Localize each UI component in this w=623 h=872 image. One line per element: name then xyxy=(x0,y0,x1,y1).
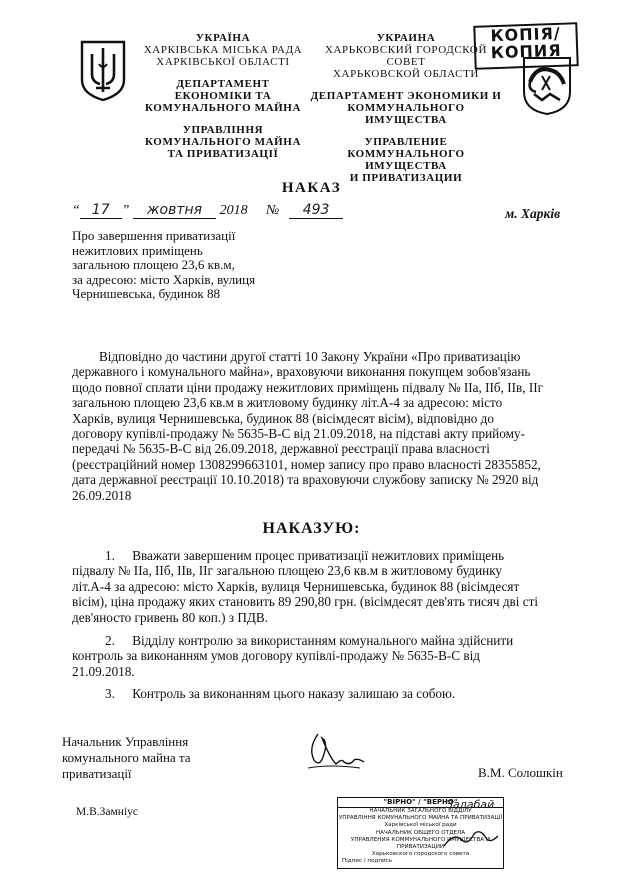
stamp-signature xyxy=(440,826,500,852)
item-line: Контроль за виконанням цього наказу залишаю за собою. xyxy=(132,686,456,701)
preamble-line: 26.09.2018 xyxy=(72,487,132,503)
executor-name: М.В.Замніус xyxy=(76,806,138,818)
preamble-line: державного і комунального майна», враховуючи виконання покупцем зобов'язань xyxy=(72,364,531,380)
order-number: 493 xyxy=(289,202,344,219)
preamble-continued xyxy=(72,364,578,503)
order-item-3 xyxy=(105,686,578,701)
date-month: жовтня xyxy=(133,202,216,219)
preamble-line: договору купівлі-продажу № 5635-В-С від 21.09.2018, на підставі акту прийому- xyxy=(72,426,525,442)
header-left-dept-3: КОМУНАЛЬНОГО МАЙНА xyxy=(144,102,301,114)
item-number: 3. xyxy=(105,686,115,701)
preamble-line: Відповідно до частини другої статті 10 Закону України «Про приватизацію xyxy=(99,349,521,364)
verified-stamp-line: УПРАВЛІННЯ КОМУНАЛЬНОГО МАЙНА ТА ПРИВАТИЗАЦІЇ xyxy=(338,815,503,822)
header-right-dept-1: ДЕПАРТАМЕНТ ЭКОНОМИКИ И xyxy=(310,90,502,102)
order-item-1-continued xyxy=(72,563,578,625)
order-item-1 xyxy=(105,548,578,563)
header-left-mgmt-1: УПРАВЛІННЯ xyxy=(182,124,264,136)
preamble xyxy=(97,349,578,364)
city-emblem-icon xyxy=(520,56,574,116)
item-line: літ.А-4 за адресою: місто Харків, вулиця Чернишевська, будинок 88 (вісімдесят xyxy=(72,578,520,594)
preamble-line: дата державної реєстрації 10.10.2018) та враховуючи службову записку № 2920 від xyxy=(72,472,539,488)
item-number: 1. xyxy=(105,548,115,563)
header-left-dept-2: ЕКОНОМІКИ ТА xyxy=(174,90,272,102)
subject-line: загальною площею 23,6 кв.м, xyxy=(72,257,235,273)
copy-stamp-line-1: КОПІЯ/ xyxy=(490,23,562,46)
header-right-region: ХАРЬКОВСКОЙ ОБЛАСТИ xyxy=(333,68,479,80)
date-year: 2018 xyxy=(219,203,248,218)
subject-line: за адресою: місто Харків, вулиця xyxy=(72,271,256,287)
order-item-2-continued xyxy=(72,648,578,679)
item-line: дев'яносто гривень 80 коп.) з ПДВ. xyxy=(72,609,268,625)
verified-stamp-line: Підпис / подпись xyxy=(342,858,393,865)
item-line: вісім), ціна продажу яких становить 89 290,80 грн. (вісімдесят дев'ять тисяч дві сті xyxy=(72,594,539,610)
handwritten-signature xyxy=(300,728,370,776)
signatory-title xyxy=(62,734,262,782)
header-right-council-2: СОВЕТ xyxy=(386,56,426,68)
header-left-mgmt-2: КОМУНАЛЬНОГО МАЙНА xyxy=(144,136,301,148)
verified-stamp-handwriting: Залабай xyxy=(446,798,495,811)
item-line: підвалу № IIа, IIб, IIв, IIг загальною площею 23,6 кв.м в житловому будинку xyxy=(72,563,503,579)
number-label: № xyxy=(266,203,280,218)
coat-of-arms-icon xyxy=(78,40,128,102)
subject-line: Чернишевська, будинок 88 xyxy=(72,286,220,302)
subject-line: нежитлових приміщень xyxy=(72,242,203,258)
item-line: 21.09.2018. xyxy=(72,663,135,679)
header-left-dept-1: ДЕПАРТАМЕНТ xyxy=(176,78,270,90)
verified-stamp-line: НАЧАЛЬНИК ОБЩЕГО ОТДЕЛА xyxy=(375,829,466,836)
header-right-council: ХАРЬКОВСКИЙ ГОРОДСКОЙ xyxy=(324,44,488,56)
header-right-dept-2: КОММУНАЛЬНОГО ИМУЩЕСТВА xyxy=(347,102,465,126)
signatory-title-line: комунального майна та xyxy=(62,750,191,765)
header-right-mgmt-1: УПРАВЛЕНИЕ xyxy=(364,136,448,148)
subject-block xyxy=(72,229,292,302)
item-number: 2. xyxy=(105,633,115,648)
header-left-council: ХАРКІВСЬКА МІСЬКА РАДА xyxy=(143,44,303,56)
item-line: контроль за виконанням умов договору купівлі-продажу № 5635-В-С від xyxy=(72,648,481,664)
header-right-mgmt-3: И ПРИВАТИЗАЦИИ xyxy=(349,172,463,184)
header-left xyxy=(130,32,316,160)
preamble-line: загальною площею 23,6 кв.м в житловому будинку літ.А-4 за адресою: місто xyxy=(72,395,503,411)
header-left-country: УКРАЇНА xyxy=(195,32,251,44)
item-line: Вважати завершеним процес приватизації нежитлових приміщень xyxy=(132,548,505,563)
city-label: м. Харків xyxy=(505,206,561,221)
header-right-mgmt-2: КОММУНАЛЬНОГО ИМУЩЕСТВА xyxy=(347,148,465,172)
header-right-country: УКРАИНА xyxy=(376,32,436,44)
order-item-2 xyxy=(105,633,578,648)
verified-stamp-line: УПРАВЛЕНИЯ КОММУНАЛЬНОГО ИМУЩЕСТВА И ПРИВАТИЗАЦИИ xyxy=(350,836,491,851)
date-day: 17 xyxy=(80,202,122,219)
preamble-line: Харків, вулиця Чернишевська, будинок 88 (вісімдесят вісім), відповідно до xyxy=(72,410,494,426)
signatory-name: В.М. Солошкін xyxy=(478,765,563,780)
subject-line: Про завершення приватизації xyxy=(72,228,236,243)
document-title: НАКАЗ xyxy=(281,180,342,196)
verified-stamp-line: НАЧАЛЬНИК ЗАГАЛЬНОГО ВІДДІЛУ xyxy=(369,808,472,814)
verified-stamp-line: Харківської міської ради xyxy=(384,822,457,829)
item-line: Відділу контролю за використанням комунального майна здійснити xyxy=(132,633,514,648)
order-heading: НАКАЗУЮ: xyxy=(262,520,361,537)
verified-stamp-title: "ВІРНО" / "ВЕРНО" xyxy=(338,798,503,808)
copy-stamp-line-2: КОПИЯ xyxy=(490,40,562,63)
preamble-line: (реєстраційний номер 1308299663101, номер запису про право власності 28355852, xyxy=(72,456,541,472)
preamble-line: щодо повної сплати ціни продажу нежитлових приміщень підвалу № IIа, IIб, IIв, IIг xyxy=(72,379,544,395)
preamble-line: передачі № 5635-В-С від 26.09.2018, державної реєстрації права власності xyxy=(72,441,490,457)
signatory-title-line: приватизації xyxy=(62,766,132,781)
number-line xyxy=(266,202,343,219)
signatory-title-line: Начальник Управління xyxy=(62,734,189,749)
date-line: “ 17 ” жовтня 2018 xyxy=(72,202,248,218)
header-left-mgmt-3: ТА ПРИВАТИЗАЦІЇ xyxy=(167,148,279,160)
verified-stamp-line: Харьковского городского совета xyxy=(371,851,470,858)
header-left-region: ХАРКІВСЬКОЇ ОБЛАСТІ xyxy=(156,56,290,68)
